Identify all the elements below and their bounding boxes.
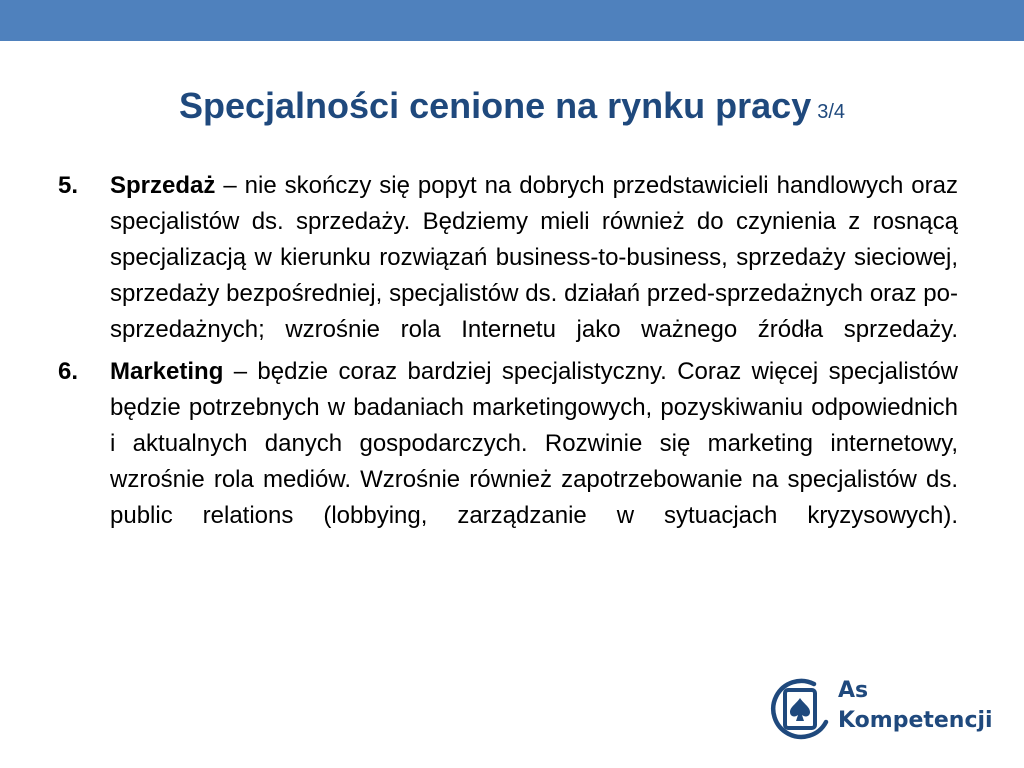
list-item xyxy=(58,354,958,534)
item-text: – będzie coraz bardziej specjalistyczny. Coraz więcej specjalistów będzie potrzebnych w badaniach marketingowych, pozyskiwaniu odpowiednich i aktualnych danych gospodarczych. Rozwinie się marketing internetowy, wzrośnie rola mediów. Wzrośnie również zapotrzebowanie na specjalistów ds. public relations (lobbying, zarządzanie w sytuacjach kryzysowych). xyxy=(110,358,958,529)
item-body xyxy=(110,354,958,534)
item-term: Sprzedaż xyxy=(110,172,216,199)
spade-card-icon xyxy=(770,676,834,740)
specialties-list xyxy=(58,168,958,540)
slide-title-main: Specjalności cenione na rynku pracy xyxy=(178,85,812,126)
top-bar xyxy=(0,0,1024,41)
slide-title-page: 3/4 xyxy=(817,101,846,123)
logo-text xyxy=(838,676,993,736)
logo-line-2: Kompetencji xyxy=(838,708,993,733)
item-number: 6. xyxy=(58,358,79,385)
item-text: – nie skończy się popyt na dobrych przedstawicieli handlowych oraz specjalistów ds. sprzedaży. Będziemy mieli również do czynienia z rosnącą specjalizacją w kierunku rozwiązań business-to-business, sprzedaży sieciowej, sprzedaży bezpośredniej, specjalistów ds. działań przed-sprzedażnych oraz po-sprzedażnych; wzrośnie rola Internetu jako ważnego źródła sprzedaży. xyxy=(110,172,958,343)
item-body xyxy=(110,168,958,348)
logo xyxy=(770,672,1000,744)
item-number: 5. xyxy=(58,172,79,199)
list-item xyxy=(58,168,958,348)
logo-line-1: As xyxy=(838,678,869,703)
slide-title xyxy=(0,84,1024,134)
item-term: Marketing xyxy=(110,358,224,385)
